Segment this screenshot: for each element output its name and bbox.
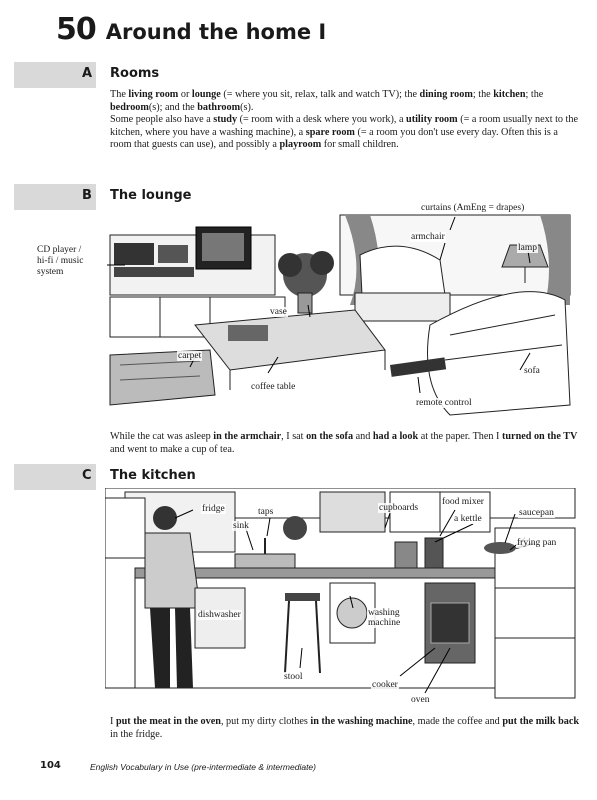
- label-sofa: sofa: [524, 366, 540, 376]
- label-sink: sink: [233, 521, 249, 531]
- section-b-title: The lounge: [110, 188, 192, 203]
- kitchen-illustration: [105, 488, 585, 710]
- label-cupboards: cupboards: [379, 503, 419, 513]
- lounge-caption: While the cat was asleep in the armchair, I sat on the sofa and had a look at the paper. Then I turned on the TV and went to make a cup of tea.: [110, 431, 578, 455]
- label-kettle: a kettle: [454, 514, 482, 524]
- page-number: 104: [40, 760, 61, 771]
- label-stool: stool: [284, 672, 303, 682]
- section-a-title: Rooms: [110, 66, 160, 81]
- label-saucepan: saucepan: [519, 508, 554, 518]
- label-fridge: fridge: [202, 504, 225, 514]
- section-a-para-2: Some people also have a study (= room with a desk where you work), a utility room (= a room usually next to the kitchen, where you have a washing machine), a spare room (= a room you don't use every day. Often this is a room that guests can use), and possibly a playroom for small children.: [110, 114, 578, 151]
- section-c-letter: C: [82, 468, 92, 483]
- lounge-illustration: [100, 205, 580, 423]
- label-oven: oven: [411, 695, 430, 705]
- section-a-para-1: The living room or lounge (= where you sit, relax, talk and watch TV); the dining room; the kitchen; the bedroom(s); and the bathroom(s).: [110, 89, 544, 113]
- unit-header: [56, 12, 326, 47]
- label-remote-control: remote control: [416, 398, 472, 408]
- label-curtains: curtains (AmEng = drapes): [421, 203, 525, 213]
- label-vase: vase: [270, 307, 287, 317]
- unit-number: 50: [56, 12, 96, 47]
- section-c-title: The kitchen: [110, 468, 196, 483]
- unit-title: Around the home I: [105, 20, 327, 44]
- section-a-letter: A: [82, 66, 93, 81]
- label-carpet: carpet: [178, 351, 202, 361]
- label-taps: taps: [258, 507, 274, 517]
- label-washing-machine: washing machine: [368, 608, 401, 628]
- section-b-letter: B: [82, 188, 92, 203]
- label-armchair: armchair: [411, 232, 445, 242]
- label-frying-pan: frying pan: [517, 538, 557, 548]
- label-coffee-table: coffee table: [251, 382, 296, 392]
- label-lamp: lamp: [518, 243, 537, 253]
- label-cd-player: CD player / hi-fi / music system: [37, 245, 84, 277]
- label-cooker: cooker: [372, 680, 398, 690]
- label-dishwasher: dishwasher: [198, 610, 241, 620]
- book-title: English Vocabulary in Use (pre-intermediate & intermediate): [90, 762, 316, 772]
- label-food-mixer: food mixer: [442, 497, 484, 507]
- kitchen-caption: I put the meat in the oven, put my dirty clothes in the washing machine, made the coffee and put the milk back in the fridge.: [110, 716, 580, 740]
